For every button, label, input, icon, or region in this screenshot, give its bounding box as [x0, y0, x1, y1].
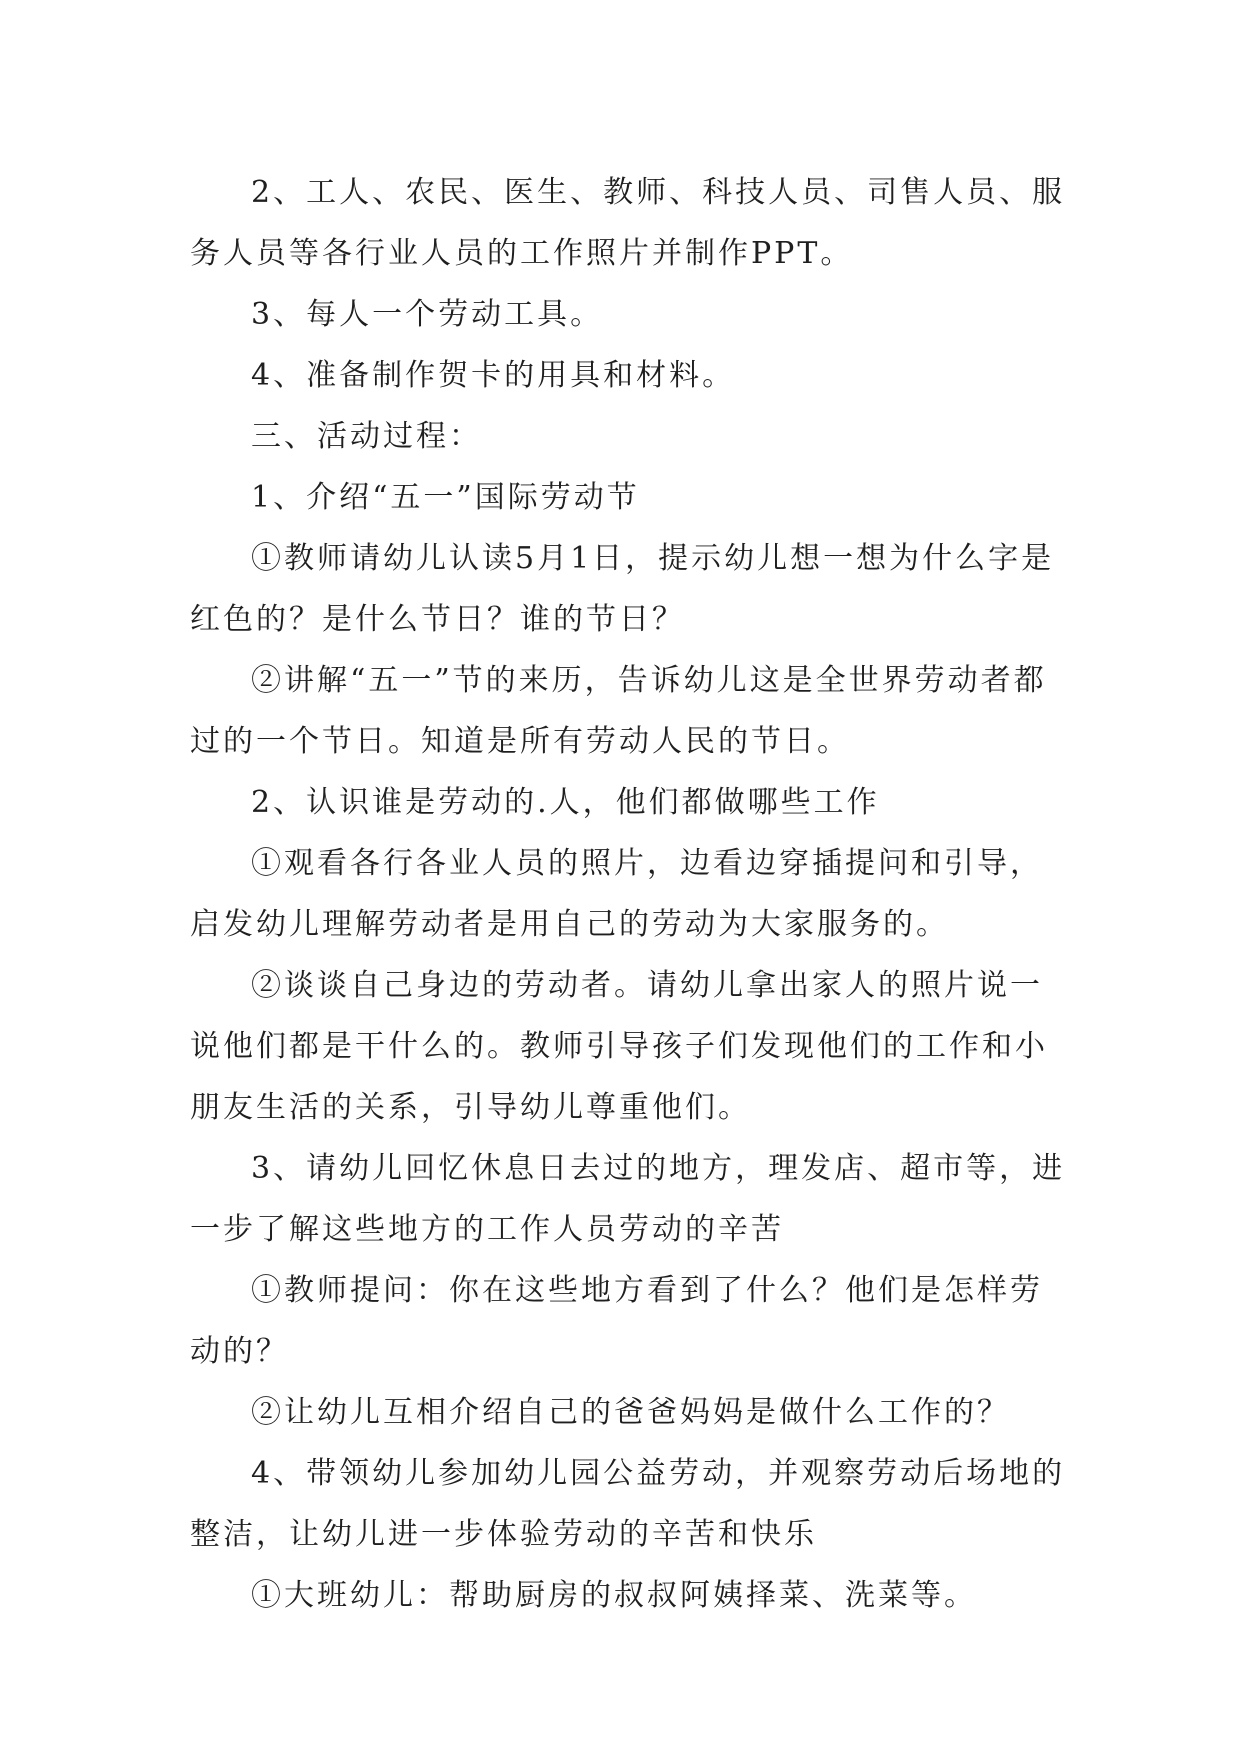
- paragraph-history-explanation: ②讲解“五一”节的来历，告诉幼儿这是全世界劳动者都过的一个节日。知道是所有劳动人民的节日。: [190, 663, 1047, 759]
- paragraph-teacher-question: ①教师提问：你在这些地方看到了什么？他们是怎样劳动的？: [190, 1273, 1043, 1369]
- paragraph-watch-photos: ①观看各行各业人员的照片，边看边穿插提问和引导，启发幼儿理解劳动者是用自己的劳动为大家服务的。: [190, 846, 1043, 942]
- document-body: [190, 162, 1070, 1626]
- paragraph-recall-places: 3、请幼儿回忆休息日去过的地方，理发店、超市等，进一步了解这些地方的工作人员劳动的辛苦: [190, 1151, 1066, 1247]
- paragraph-family-workers: ②谈谈自己身边的劳动者。请幼儿拿出家人的照片说一说他们都是干什么的。教师引导孩子们发现他们的工作和小朋友生活的关系，引导幼儿尊重他们。: [190, 968, 1048, 1125]
- section-heading-activity-process: 三、活动过程：: [251, 419, 482, 454]
- paragraph-card-materials: 4、准备制作贺卡的用具和材料。: [251, 358, 736, 393]
- paragraph-parents-jobs: ②让幼儿互相介绍自己的爸爸妈妈是做什么工作的？: [251, 1395, 1010, 1430]
- paragraph-materials-photos: 2、工人、农民、医生、教师、科技人员、司售人员、服务人员等各行业人员的工作照片并制作PPT。: [190, 175, 1066, 271]
- paragraph-labor-tools: 3、每人一个劳动工具。: [251, 297, 604, 332]
- paragraph-introduce-may-day: 1、介绍“五一”国际劳动节: [251, 480, 640, 515]
- paragraph-senior-class: ①大班幼儿：帮助厨房的叔叔阿姨择菜、洗菜等。: [251, 1578, 977, 1613]
- paragraph-public-labor: 4、带领幼儿参加幼儿园公益劳动，并观察劳动后场地的整洁，让幼儿进一步体验劳动的辛苦和快乐: [190, 1456, 1066, 1552]
- paragraph-who-are-workers: 2、认识谁是劳动的.人，他们都做哪些工作: [251, 785, 880, 820]
- paragraph-read-date: ①教师请幼儿认读5月1日，提示幼儿想一想为什么字是红色的？是什么节日？谁的节日？: [190, 541, 1055, 637]
